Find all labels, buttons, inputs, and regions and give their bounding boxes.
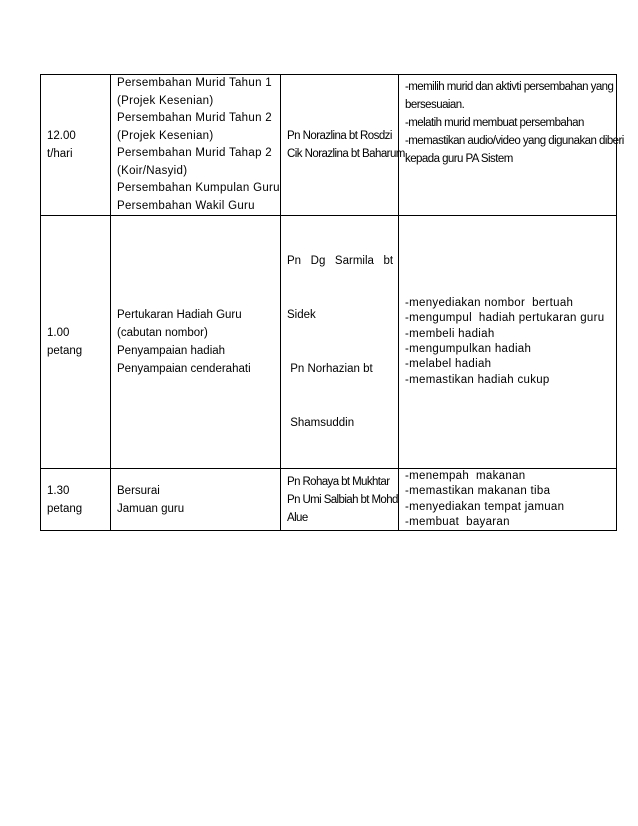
activity-line: Persembahan Kumpulan Guru — [117, 182, 280, 194]
activity-line: Persembahan Wakil Guru — [117, 199, 255, 212]
time-text: 12.00 — [47, 130, 76, 142]
activity-line: Penyampaian cenderahati — [117, 363, 251, 375]
task-line: -melabel hadiah — [405, 358, 492, 371]
person-name: Alue — [287, 511, 308, 524]
task-line: -menyediakan nombor bertuah — [405, 297, 574, 310]
schedule-table — [40, 74, 624, 531]
task-line: -memilih murid dan aktivti persembahan yang — [405, 81, 614, 93]
task-line: -mengumpulkan hadiah — [405, 343, 532, 355]
person-name: Pn Norazlina bt Rosdzi — [287, 130, 392, 142]
person-name: Pn Rohaya bt Mukhtar — [287, 475, 390, 488]
task-line: -menempah makanan — [405, 470, 526, 482]
activity-cell — [111, 75, 281, 216]
task-cell — [399, 216, 617, 469]
time-cell — [41, 469, 111, 531]
table-row — [41, 469, 617, 531]
task-line: -memastikan hadiah cukup — [405, 373, 550, 386]
task-cell — [399, 469, 617, 531]
time-cell — [41, 75, 111, 216]
task-line: -menyediakan tempat jamuan — [405, 500, 565, 513]
task-line: -membeli hadiah — [405, 327, 495, 340]
task-cell — [399, 75, 624, 216]
person-name: Pn Umi Salbiah bt Mohd — [287, 493, 398, 506]
activity-cell — [111, 216, 281, 469]
person-name: Sidek — [287, 309, 316, 321]
person-cell — [281, 216, 399, 469]
activity-line: Pertukaran Hadiah Guru — [117, 309, 242, 321]
activity-cell — [111, 469, 281, 531]
person-cell — [281, 75, 405, 216]
activity-line: Persembahan Murid Tahap 2 — [117, 147, 272, 159]
task-line: -memastikan makanan tiba — [405, 485, 551, 498]
activity-line: Persembahan Murid Tahun 1 — [117, 77, 272, 89]
activity-line: (Koir/Nasyid) — [117, 164, 188, 177]
time-text: 1.00 — [47, 327, 70, 339]
activity-line: Jamuan guru — [117, 502, 185, 515]
person-name: Pn Norhazian bt — [287, 363, 373, 375]
person-name: Pn Dg Sarmila bt — [287, 255, 394, 267]
activity-line: (Projek Kesenian) — [117, 129, 214, 142]
time-text: petang — [47, 345, 83, 357]
task-line: bersesuaian. — [405, 99, 465, 111]
time-text: t/hari — [47, 148, 73, 160]
time-text: 1.30 — [47, 484, 70, 497]
person-name: Shamsuddin — [287, 417, 355, 429]
task-line: kepada guru PA Sistem — [405, 153, 513, 165]
task-line: -mengumpul hadiah pertukaran guru — [405, 312, 605, 325]
table-row — [41, 75, 617, 216]
activity-line: (Projek Kesenian) — [117, 94, 214, 107]
task-line: -memastikan audio/video yang digunakan diberi — [405, 135, 624, 147]
activity-line: Bersurai — [117, 484, 160, 497]
person-cell — [281, 469, 399, 531]
task-line: -melatih murid membuat persembahan — [405, 117, 584, 129]
time-cell — [41, 216, 111, 469]
activity-line: (cabutan nombor) — [117, 327, 208, 339]
time-text: petang — [47, 502, 83, 515]
activity-line: Persembahan Murid Tahun 2 — [117, 112, 272, 124]
table-row — [41, 216, 617, 469]
task-line: -membuat bayaran — [405, 515, 510, 528]
activity-line: Penyampaian hadiah — [117, 345, 226, 357]
person-name: Cik Norazlina bt Baharum — [287, 148, 405, 160]
